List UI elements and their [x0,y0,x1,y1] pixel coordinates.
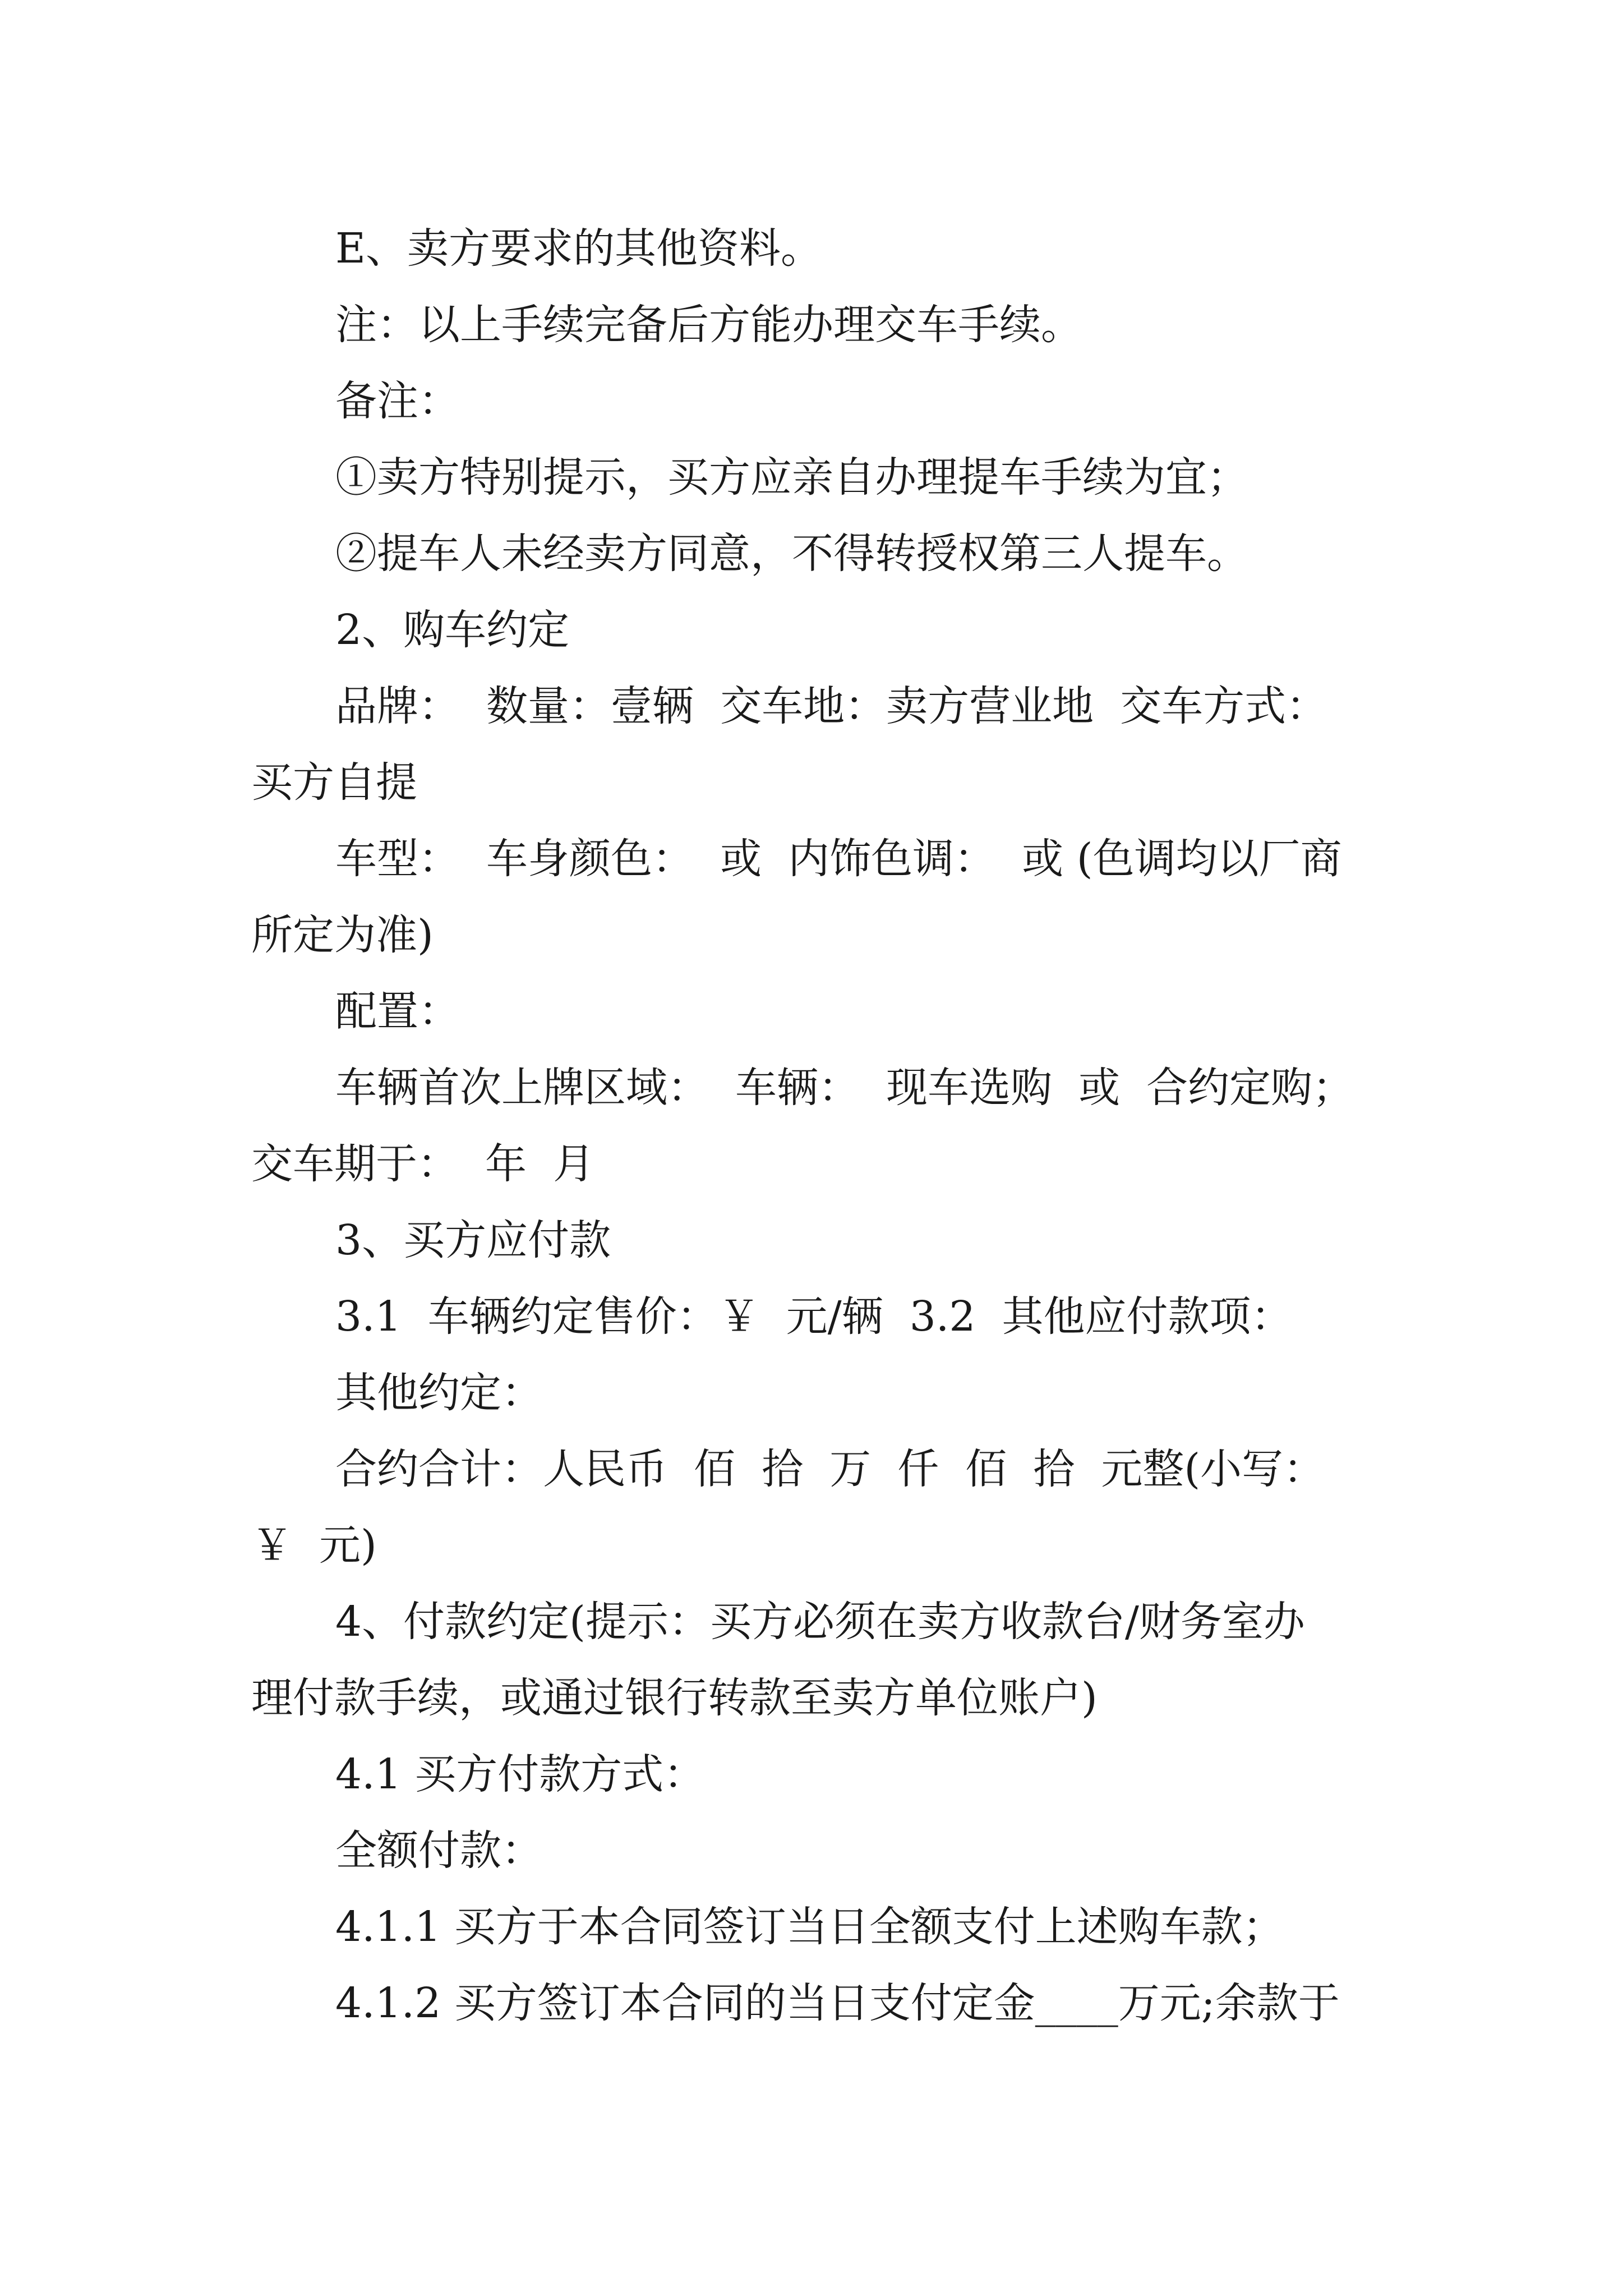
text-line: 合约合计：人民币 佰 拾 万 仟 佰 拾 元整(小写： [335,1445,1325,1493]
text-line: 车型： 车身颜色： 或 内饰色调： 或 (色调均以厂商 [335,835,1342,883]
section-heading: 2、购车约定 [335,606,570,654]
text-line: 配置： [335,987,460,1036]
section-heading: 4、付款约定(提示：买方必须在卖方收款台/财务室办 [335,1598,1305,1646]
text-line: ②提车人未经卖方同意，不得转授权第三人提车。 [335,530,1248,578]
text-line: 4.1.1 买方于本合同签订当日全额支付上述购车款； [335,1903,1284,1951]
text-line: 其他约定： [335,1369,543,1417]
text-line: 注：以上手续完备后方能办理交车手续。 [335,301,1082,349]
text-line: ￥ 元) [251,1521,377,1570]
section-heading: 3、买方应付款 [335,1216,611,1264]
text-line: 车辆首次上牌区域： 车辆： 现车选购 或 合约定购； [335,1064,1354,1112]
text-line: 3.1 车辆约定售价：￥ 元/辆 3.2 其他应付款项： [335,1292,1293,1341]
text-line: 所定为准) [251,911,434,959]
text-line: 4.1.2 买方签订本合同的当日支付定金____万元;余款于 [335,1979,1340,2027]
text-line: E、卖方要求的其他资料。 [335,224,823,273]
text-line: 理付款手续，或通过银行转款至卖方单位账户) [251,1674,1098,1722]
text-line: ①卖方特别提示，买方应亲自办理提车手续为宜； [335,453,1248,501]
text-line: 4.1 买方付款方式： [335,1750,706,1798]
document-body [251,210,1401,2041]
text-line: 交车期于： 年 月 [251,1140,595,1188]
text-line: 买方自提 [251,758,417,807]
text-line: 品牌： 数量：壹辆 交车地：卖方营业地 交车方式： [335,682,1328,730]
text-line: 备注： [335,377,460,425]
text-line: 全额付款： [335,1826,543,1875]
